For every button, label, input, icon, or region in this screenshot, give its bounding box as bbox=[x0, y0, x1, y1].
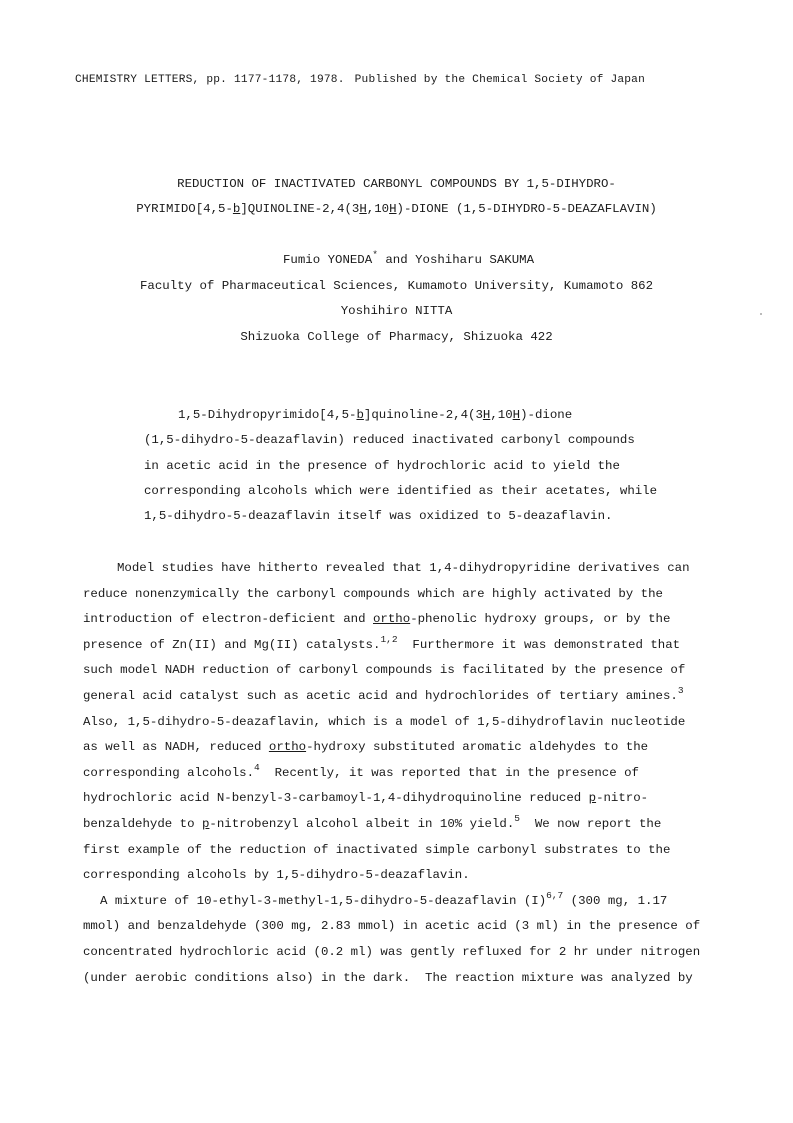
body-text bbox=[83, 556, 723, 991]
body-line bbox=[83, 889, 723, 915]
journal-citation: CHEMISTRY LETTERS, pp. 1177-1178, 1978. bbox=[75, 74, 345, 86]
reference-superscript: 5 bbox=[514, 812, 520, 824]
text-fragment: corresponding alcohols. bbox=[83, 765, 255, 780]
text-fragment: ortho bbox=[373, 612, 411, 627]
body-line: Model studies have hitherto revealed that 1,4-dihydropyridine derivatives can bbox=[117, 561, 690, 575]
text-fragment: presence of Zn(II) and Mg(II) catalysts. bbox=[83, 637, 381, 652]
text-fragment: benzaldehyde to bbox=[83, 816, 202, 831]
text-fragment: ]quinoline-2,4(3 bbox=[363, 408, 483, 422]
text-fragment: general acid catalyst such as acetic acid and hydrochlorides of tertiary amines. bbox=[83, 688, 678, 703]
abstract-line: in acetic acid in the presence of hydrochloric acid to yield the bbox=[144, 458, 620, 473]
text-fragment: (300 mg, 1.17 bbox=[563, 893, 668, 908]
body-line: such model NADH reduction of carbonyl compounds is facilitated by the presence of bbox=[83, 663, 686, 678]
reference-superscript: 4 bbox=[254, 761, 260, 773]
author-block bbox=[0, 248, 793, 350]
title-line-2 bbox=[0, 197, 793, 222]
reference-superscript: 6,7 bbox=[546, 889, 564, 901]
body-line: mmol) and benzaldehyde (300 mg, 2.83 mmol) in acetic acid (3 ml) in the presence of bbox=[83, 919, 701, 934]
abstract-line: 1,5-dihydro-5-deazaflavin itself was oxidized to 5-deazaflavin. bbox=[144, 509, 613, 524]
text-fragment: as well as NADH, reduced bbox=[83, 740, 269, 755]
text-fragment: -nitro- bbox=[596, 791, 649, 806]
text-fragment: b bbox=[356, 408, 364, 422]
body-line bbox=[83, 633, 723, 659]
text-fragment: H bbox=[482, 408, 491, 422]
title-fragment: PYRIMIDO[4,5- bbox=[136, 202, 233, 216]
running-header bbox=[75, 74, 755, 86]
title-fragment: H bbox=[389, 202, 397, 216]
body-line: corresponding alcohols by 1,5-dihydro-5-deazaflavin. bbox=[83, 868, 470, 883]
text-fragment: Furthermore it was demonstrated that bbox=[397, 637, 681, 652]
reference-superscript: 3 bbox=[677, 684, 684, 696]
abstract-line: (1,5-dihydro-5-deazaflavin) reduced inactivated carbonyl compounds bbox=[144, 433, 635, 448]
body-line: reduce nonenzymically the carbonyl compounds which are highly activated by the bbox=[83, 586, 663, 601]
title-fragment: H bbox=[359, 202, 367, 216]
body-line bbox=[83, 735, 723, 761]
text-fragment: hydrochloric acid N-benzyl-3-carbamoyl-1,4-dihydroquinoline reduced bbox=[83, 791, 589, 806]
text-fragment: p bbox=[588, 791, 597, 806]
body-line: concentrated hydrochloric acid (0.2 ml) was gently refluxed for 2 hr under nitrogen bbox=[83, 944, 701, 959]
corresponding-author-mark: * bbox=[372, 249, 378, 260]
text-fragment: We now report the bbox=[519, 816, 662, 831]
text-fragment: -hydroxy substituted aromatic aldehydes to the bbox=[306, 740, 649, 755]
body-line bbox=[83, 761, 723, 787]
author-name: Fumio YONEDA bbox=[282, 253, 373, 267]
author-name: and Yoshiharu SAKUMA bbox=[377, 253, 535, 267]
title-line-1: REDUCTION OF INACTIVATED CARBONYL COMPOUNDS BY 1,5-DIHYDRO- bbox=[177, 177, 616, 191]
title-fragment: ]QUINOLINE-2,4(3 bbox=[240, 202, 360, 216]
author-line-2: Yoshihiro NITTA bbox=[340, 304, 453, 318]
text-fragment: Recently, it was reported that in the presence of bbox=[259, 765, 639, 780]
reference-superscript: 1,2 bbox=[380, 633, 398, 645]
text-fragment: -nitrobenzyl alcohol albeit in 10% yield. bbox=[209, 816, 515, 831]
title-fragment: )-DIONE (1,5-DIHYDRO-5-DEAZAFLAVIN) bbox=[396, 202, 657, 216]
body-line bbox=[83, 786, 723, 812]
text-fragment: p bbox=[201, 816, 210, 831]
body-line bbox=[83, 812, 723, 838]
body-line: first example of the reduction of inactivated simple carbonyl substrates to the bbox=[83, 842, 671, 857]
text-fragment: 1,5-Dihydropyrimido[4,5- bbox=[178, 408, 357, 422]
text-fragment: introduction of electron-deficient and bbox=[83, 612, 373, 627]
affiliation-1: Faculty of Pharmaceutical Sciences, Kumamoto University, Kumamoto 862 bbox=[139, 278, 654, 293]
abstract-line: corresponding alcohols which were identified as their acetates, while bbox=[144, 483, 658, 498]
title-fragment: b bbox=[232, 202, 241, 216]
body-line: Also, 1,5-dihydro-5-deazaflavin, which is a model of 1,5-dihydroflavin nucleotide bbox=[83, 714, 686, 729]
body-line bbox=[83, 684, 723, 710]
abstract bbox=[144, 403, 744, 529]
text-fragment: ,10 bbox=[490, 408, 513, 422]
text-fragment: ortho bbox=[268, 740, 307, 755]
body-line bbox=[83, 607, 723, 633]
text-fragment: -phenolic hydroxy groups, or by the bbox=[410, 612, 671, 627]
body-line: (under aerobic conditions also) in the dark. The reaction mixture was analyzed by bbox=[83, 970, 693, 985]
abstract-line bbox=[144, 403, 744, 428]
text-fragment: )-dione bbox=[520, 408, 573, 422]
text-fragment: H bbox=[512, 408, 521, 422]
scan-speck bbox=[760, 313, 762, 315]
author-line-1 bbox=[0, 248, 793, 274]
publisher-line: Published by the Chemical Society of Japan bbox=[354, 74, 646, 86]
paper-title bbox=[0, 172, 793, 222]
affiliation-2: Shizuoka College of Pharmacy, Shizuoka 422 bbox=[240, 329, 553, 344]
title-fragment: ,10 bbox=[366, 202, 390, 216]
text-fragment: A mixture of 10-ethyl-3-methyl-1,5-dihydro-5-deazaflavin (I) bbox=[100, 893, 547, 908]
